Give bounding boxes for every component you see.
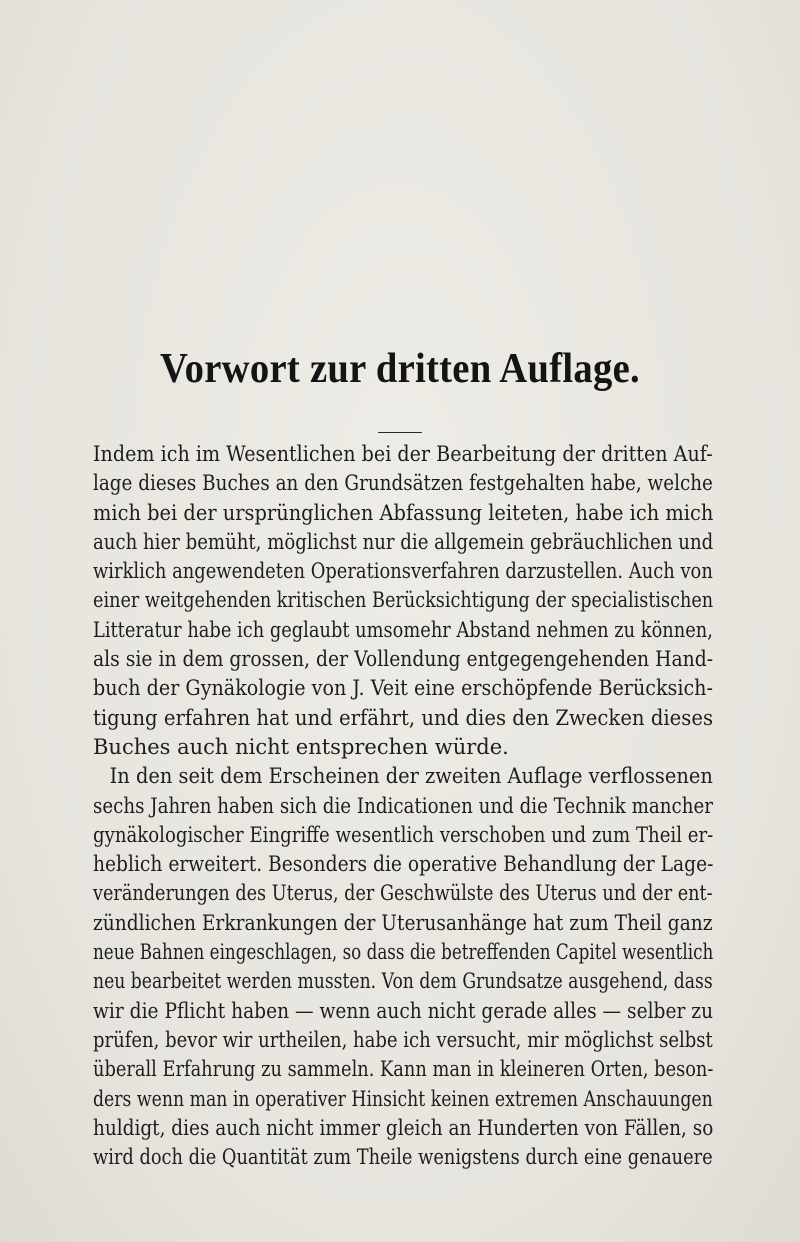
text-line: veränderungen des Uterus, der Geschwülste des Uterus und der ent- (93, 881, 713, 906)
text-line: sechs Jahren haben sich die Indicationen und die Technik mancher (93, 793, 713, 818)
text-line: Litteratur habe ich geglaubt umsomehr Abstand nehmen zu können, (93, 617, 713, 642)
text-line: tigung erfahren hat und erfährt, und dies den Zwecken dieses (93, 705, 714, 730)
text-line: wird doch die Quantität zum Theile wenigstens durch eine genauere (93, 1145, 713, 1170)
text-line: neu bearbeitet werden mussten. Von dem Grundsatze ausgehend, dass (93, 969, 713, 994)
text-line: lage dieses Buches an den Grundsätzen festgehalten habe, welche (93, 471, 713, 496)
text-line: ders wenn man in operativer Hinsicht keinen extremen Anschauungen (93, 1086, 713, 1111)
text-line: wir die Pflicht haben — wenn auch nicht gerade alles — selber zu (93, 998, 714, 1023)
text-line: Indem ich im Wesentlichen bei der Bearbeitung der dritten Auf- (93, 442, 713, 466)
text-line: neue Bahnen eingeschlagen, so dass die betreffenden Capitel wesentlich (93, 940, 714, 965)
page-title: Vorwort zur dritten Auflage. (160, 346, 640, 392)
text-line: als sie in dem grossen, der Vollendung entgegengehenden Hand- (93, 647, 714, 672)
text-line: mich bei der ursprünglichen Abfassung leiteten, habe ich mich (93, 500, 714, 525)
title-divider (378, 432, 422, 433)
body-text (93, 440, 713, 1172)
text-line: buch der Gynäkologie von J. Veit eine erschöpfende Berücksich- (93, 676, 713, 701)
text-line: heblich erweitert. Besonders die operative Behandlung der Lage- (93, 852, 714, 877)
text-line: einer weitgehenden kritischen Berücksichtigung der specialistischen (93, 588, 714, 613)
text-line: zündlichen Erkrankungen der Uterusanhänge hat zum Theil ganz (93, 910, 713, 935)
text-line: prüfen, bevor wir urtheilen, habe ich versucht, mir möglichst selbst (93, 1027, 713, 1052)
text-line: überall Erfahrung zu sammeln. Kann man in kleineren Orten, beson- (93, 1057, 714, 1082)
text-line: wirklich angewendeten Operationsverfahren darzustellen. Auch von (93, 559, 713, 584)
text-line: auch hier bemüht, möglichst nur die allgemein gebräuchlichen und (93, 529, 714, 554)
text-line: gynäkologischer Eingriffe wesentlich verschoben und zum Theil er- (93, 822, 714, 847)
text-line: In den seit dem Erscheinen der zweiten Auflage verflossenen (109, 764, 713, 789)
text-line: Buches auch nicht entsprechen würde. (93, 734, 509, 759)
text-line: huldigt, dies auch nicht immer gleich an Hunderten von Fällen, so (93, 1115, 714, 1140)
